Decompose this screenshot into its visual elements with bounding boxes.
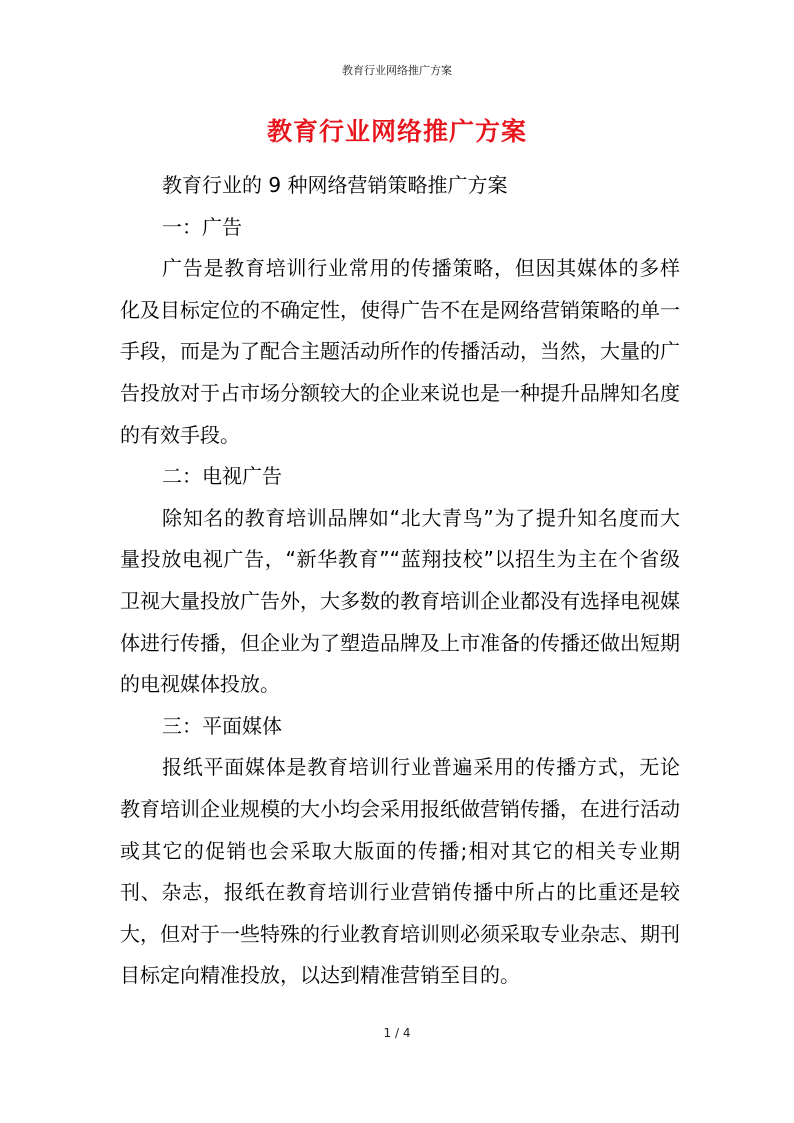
document-subtitle: 教育行业的 9 种网络营销策略推广方案 [162,173,508,197]
section-heading-tv: 二：电视广告 [162,464,282,489]
section-body-print: 报纸平面媒体是教育培训行业普遍采用的传播方式，无论教育培训企业规模的大小均会采用报纸做营销传播，在进行活动或其它的促销也会采取大版面的传播;相对其它的相关专业期刊、杂志，报纸在教育培训行业营销传播中所占的比重还是较大，但对于一些特殊的行业教育培训则必须采取专业杂志、期刊目标定向精准投放，以达到精准营销至目的。 [120,755,680,988]
running-header: 教育行业网络推广方案 [342,64,452,77]
page-number: 1 / 4 [383,1026,411,1040]
section-body-ads: 广告是教育培训行业常用的传播策略，但因其媒体的多样化及目标定位的不确定性，使得广告不在是网络营销策略的单一手段，而是为了配合主题活动所作的传播活动，当然，大量的广告投放对于占市场分额较大的企业来说也是一种提升品牌知名度的有效手段。 [120,256,680,447]
document-title: 教育行业网络推广方案 [266,117,527,146]
section-heading-ads: 一：广告 [162,214,242,239]
document-body [120,165,680,997]
section-heading-print: 三：平面媒体 [162,713,282,738]
section-body-tv: 除知名的教育培训品牌如“北大青鸟”为了提升知名度而大量投放电视广告，“新华教育”“蓝翔技校”以招生为主在个省级卫视大量投放广告外，大多数的教育培训企业都没有选择电视媒体进行传播，但企业为了塑造品牌及上市准备的传播还做出短期的电视媒体投放。 [120,505,680,697]
